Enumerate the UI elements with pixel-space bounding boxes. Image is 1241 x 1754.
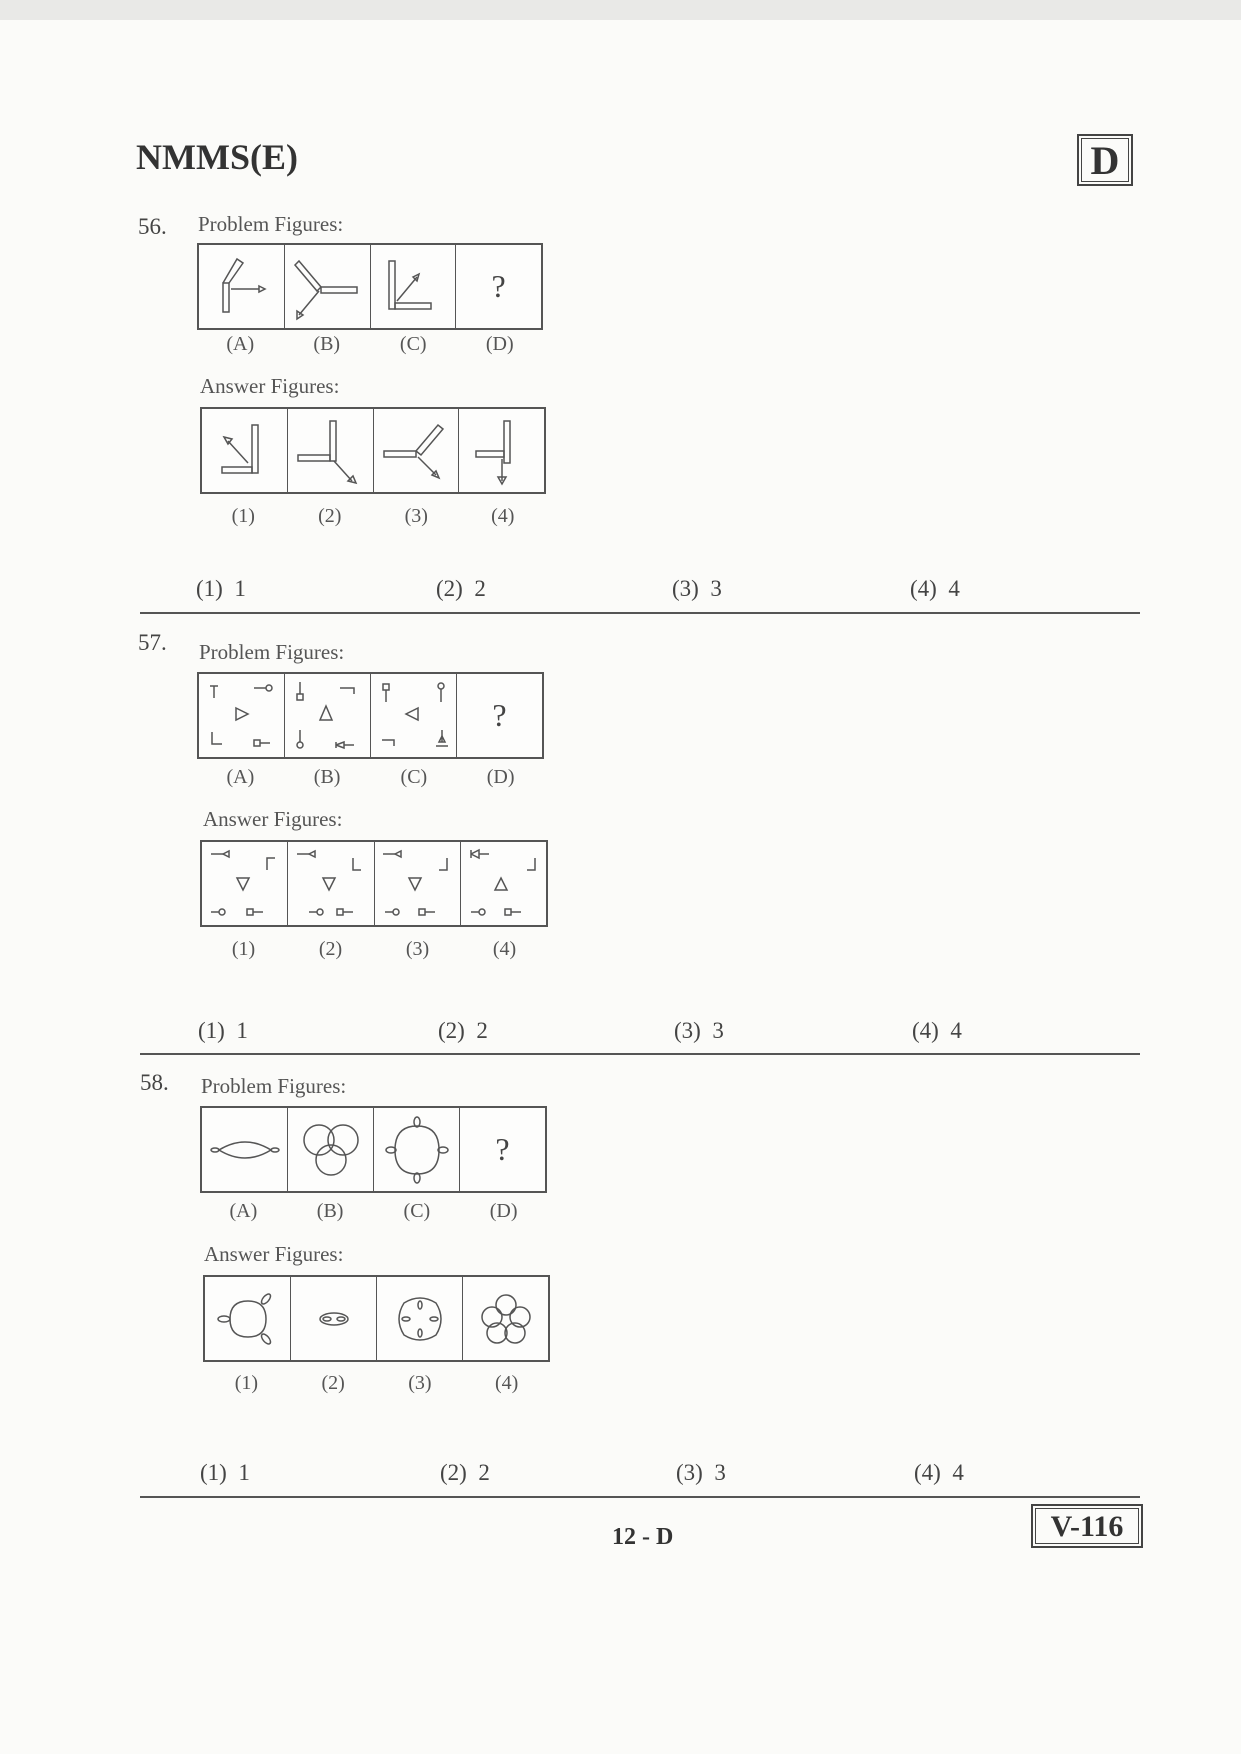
scan-top-strip <box>0 0 1241 20</box>
question-58-number: 58. <box>140 1070 169 1095</box>
q57-answer-caption-4: (4) <box>492 938 517 960</box>
q57-answer-caption-3: (3) <box>405 938 430 960</box>
q58-caption-b: (B) <box>316 1200 344 1222</box>
q58-option-2[interactable]: (2) 2 <box>440 1460 490 1485</box>
q57-missing-mark: ? <box>492 697 507 733</box>
q58-fig-c-shape <box>377 1110 457 1190</box>
q57-problem-figure-d <box>457 674 542 757</box>
q56-ans-4-shape <box>462 411 542 491</box>
q58-answer-figure-4[interactable] <box>463 1277 548 1360</box>
set-code: D <box>1081 138 1129 182</box>
q57-fig-b-shape <box>288 676 368 756</box>
q56-problem-figure-c <box>371 245 457 328</box>
q56-problem-captions <box>197 333 543 356</box>
q56-fig-c-shape <box>373 247 453 327</box>
q57-option-2[interactable]: (2) 2 <box>438 1018 488 1043</box>
q58-ans-4-shape <box>466 1279 546 1359</box>
q58-caption-c: (C) <box>403 1200 431 1222</box>
q58-problem-captions <box>200 1200 547 1223</box>
q57-caption-d: (D) <box>486 766 515 788</box>
q56-answer-caption-2: (2) <box>318 505 342 527</box>
q57-problem-figure-a <box>199 674 285 757</box>
q58-answer-captions <box>203 1372 550 1395</box>
q56-problem-figure-d <box>456 245 541 328</box>
q58-answer-figure-2[interactable] <box>291 1277 377 1360</box>
q56-fig-b-shape <box>287 247 367 327</box>
q58-fig-a-shape <box>205 1110 285 1190</box>
q56-answer-figure-3[interactable] <box>374 409 460 492</box>
q56-answer-caption-3: (3) <box>404 505 428 527</box>
q56-caption-d: (D) <box>485 333 514 355</box>
q57-separator <box>140 1053 1140 1055</box>
q57-answer-figure-4[interactable] <box>461 842 546 925</box>
q58-options <box>196 1460 1016 1490</box>
q57-caption-b: (B) <box>313 766 341 788</box>
q57-option-3[interactable]: (3) 3 <box>674 1018 724 1043</box>
q57-answer-label: Answer Figures: <box>203 807 343 831</box>
q58-caption-d: (D) <box>489 1200 518 1222</box>
q58-option-1[interactable]: (1) 1 <box>200 1460 250 1485</box>
q57-caption-c: (C) <box>400 766 428 788</box>
q56-answer-label: Answer Figures: <box>200 374 340 398</box>
q56-option-1[interactable]: (1) 1 <box>196 576 246 601</box>
q56-ans-2-shape <box>290 411 370 491</box>
q57-options <box>196 1018 1016 1048</box>
q58-ans-2-shape <box>294 1279 374 1359</box>
q57-caption-a: (A) <box>226 766 255 788</box>
q58-problem-figure-b <box>288 1108 374 1191</box>
q56-answer-captions <box>200 505 546 528</box>
q58-ans-1-shape <box>208 1279 288 1359</box>
q58-problem-label: Problem Figures: <box>201 1074 347 1098</box>
q56-answer-figures <box>200 407 546 494</box>
q57-problem-figure-c <box>371 674 457 757</box>
q56-caption-b: (B) <box>313 333 341 355</box>
q58-option-4[interactable]: (4) 4 <box>914 1460 964 1485</box>
q57-option-1[interactable]: (1) 1 <box>198 1018 248 1043</box>
q57-ans-1-shape <box>205 844 285 924</box>
q56-options <box>196 576 1016 606</box>
q57-answer-figure-3[interactable] <box>375 842 461 925</box>
q57-fig-a-shape <box>202 676 282 756</box>
q57-answer-captions <box>200 938 548 961</box>
q56-fig-a-shape <box>201 247 281 327</box>
q57-problem-captions <box>197 766 544 789</box>
page-number: 12 - D <box>612 1524 674 1550</box>
q57-fig-c-shape <box>374 676 454 756</box>
q57-ans-2-shape <box>291 844 371 924</box>
q58-answer-caption-2: (2) <box>321 1372 345 1394</box>
q57-answer-caption-1: (1) <box>231 938 256 960</box>
q58-answer-figures <box>203 1275 550 1362</box>
q58-answer-label: Answer Figures: <box>204 1242 344 1266</box>
q58-caption-a: (A) <box>229 1200 258 1222</box>
q58-answer-caption-4: (4) <box>494 1372 519 1394</box>
q56-option-4[interactable]: (4) 4 <box>910 576 960 601</box>
q57-answer-figure-2[interactable] <box>288 842 374 925</box>
paper-code: V-116 <box>1035 1508 1139 1544</box>
q56-option-3[interactable]: (3) 3 <box>672 576 722 601</box>
q58-problem-figure-a <box>202 1108 288 1191</box>
q58-answer-figure-1[interactable] <box>205 1277 291 1360</box>
q56-answer-figure-1[interactable] <box>202 409 288 492</box>
q56-answer-caption-1: (1) <box>231 505 255 527</box>
q56-problem-label: Problem Figures: <box>198 212 344 236</box>
q56-caption-c: (C) <box>399 333 427 355</box>
q57-problem-label: Problem Figures: <box>199 640 345 664</box>
q57-problem-figure-b <box>285 674 371 757</box>
q57-answer-figures <box>200 840 548 927</box>
paper-code-box <box>1031 1504 1143 1548</box>
q58-separator <box>140 1496 1140 1498</box>
q56-caption-a: (A) <box>226 333 255 355</box>
q57-problem-figures <box>197 672 544 759</box>
q58-problem-figure-c <box>374 1108 460 1191</box>
q57-option-4[interactable]: (4) 4 <box>912 1018 962 1043</box>
q57-ans-4-shape <box>463 844 543 924</box>
q58-answer-figure-3[interactable] <box>377 1277 463 1360</box>
q57-answer-caption-2: (2) <box>318 938 343 960</box>
exam-title: NMMS(E) <box>136 137 298 177</box>
q56-problem-figure-a <box>199 245 285 328</box>
q57-answer-figure-1[interactable] <box>202 842 288 925</box>
q56-option-2[interactable]: (2) 2 <box>436 576 486 601</box>
q56-answer-figure-2[interactable] <box>288 409 374 492</box>
q58-missing-mark: ? <box>495 1131 510 1167</box>
q56-answer-caption-4: (4) <box>491 505 515 527</box>
q58-problem-figure-d <box>460 1108 545 1191</box>
q58-problem-figures <box>200 1106 547 1193</box>
q58-answer-caption-1: (1) <box>234 1372 259 1394</box>
q58-fig-b-shape <box>291 1110 371 1190</box>
q56-separator <box>140 612 1140 614</box>
q56-ans-3-shape <box>376 411 456 491</box>
q56-problem-figures <box>197 243 543 330</box>
question-56-number: 56. <box>138 214 167 239</box>
q58-ans-3-shape <box>380 1279 460 1359</box>
q57-ans-3-shape <box>377 844 457 924</box>
q58-option-3[interactable]: (3) 3 <box>676 1460 726 1485</box>
q56-problem-figure-b <box>285 245 371 328</box>
q56-answer-figure-4[interactable] <box>459 409 544 492</box>
q56-ans-1-shape <box>204 411 284 491</box>
q58-answer-caption-3: (3) <box>408 1372 432 1394</box>
q56-missing-mark: ? <box>491 268 506 304</box>
set-code-box <box>1077 134 1133 186</box>
question-57-number: 57. <box>138 630 167 655</box>
